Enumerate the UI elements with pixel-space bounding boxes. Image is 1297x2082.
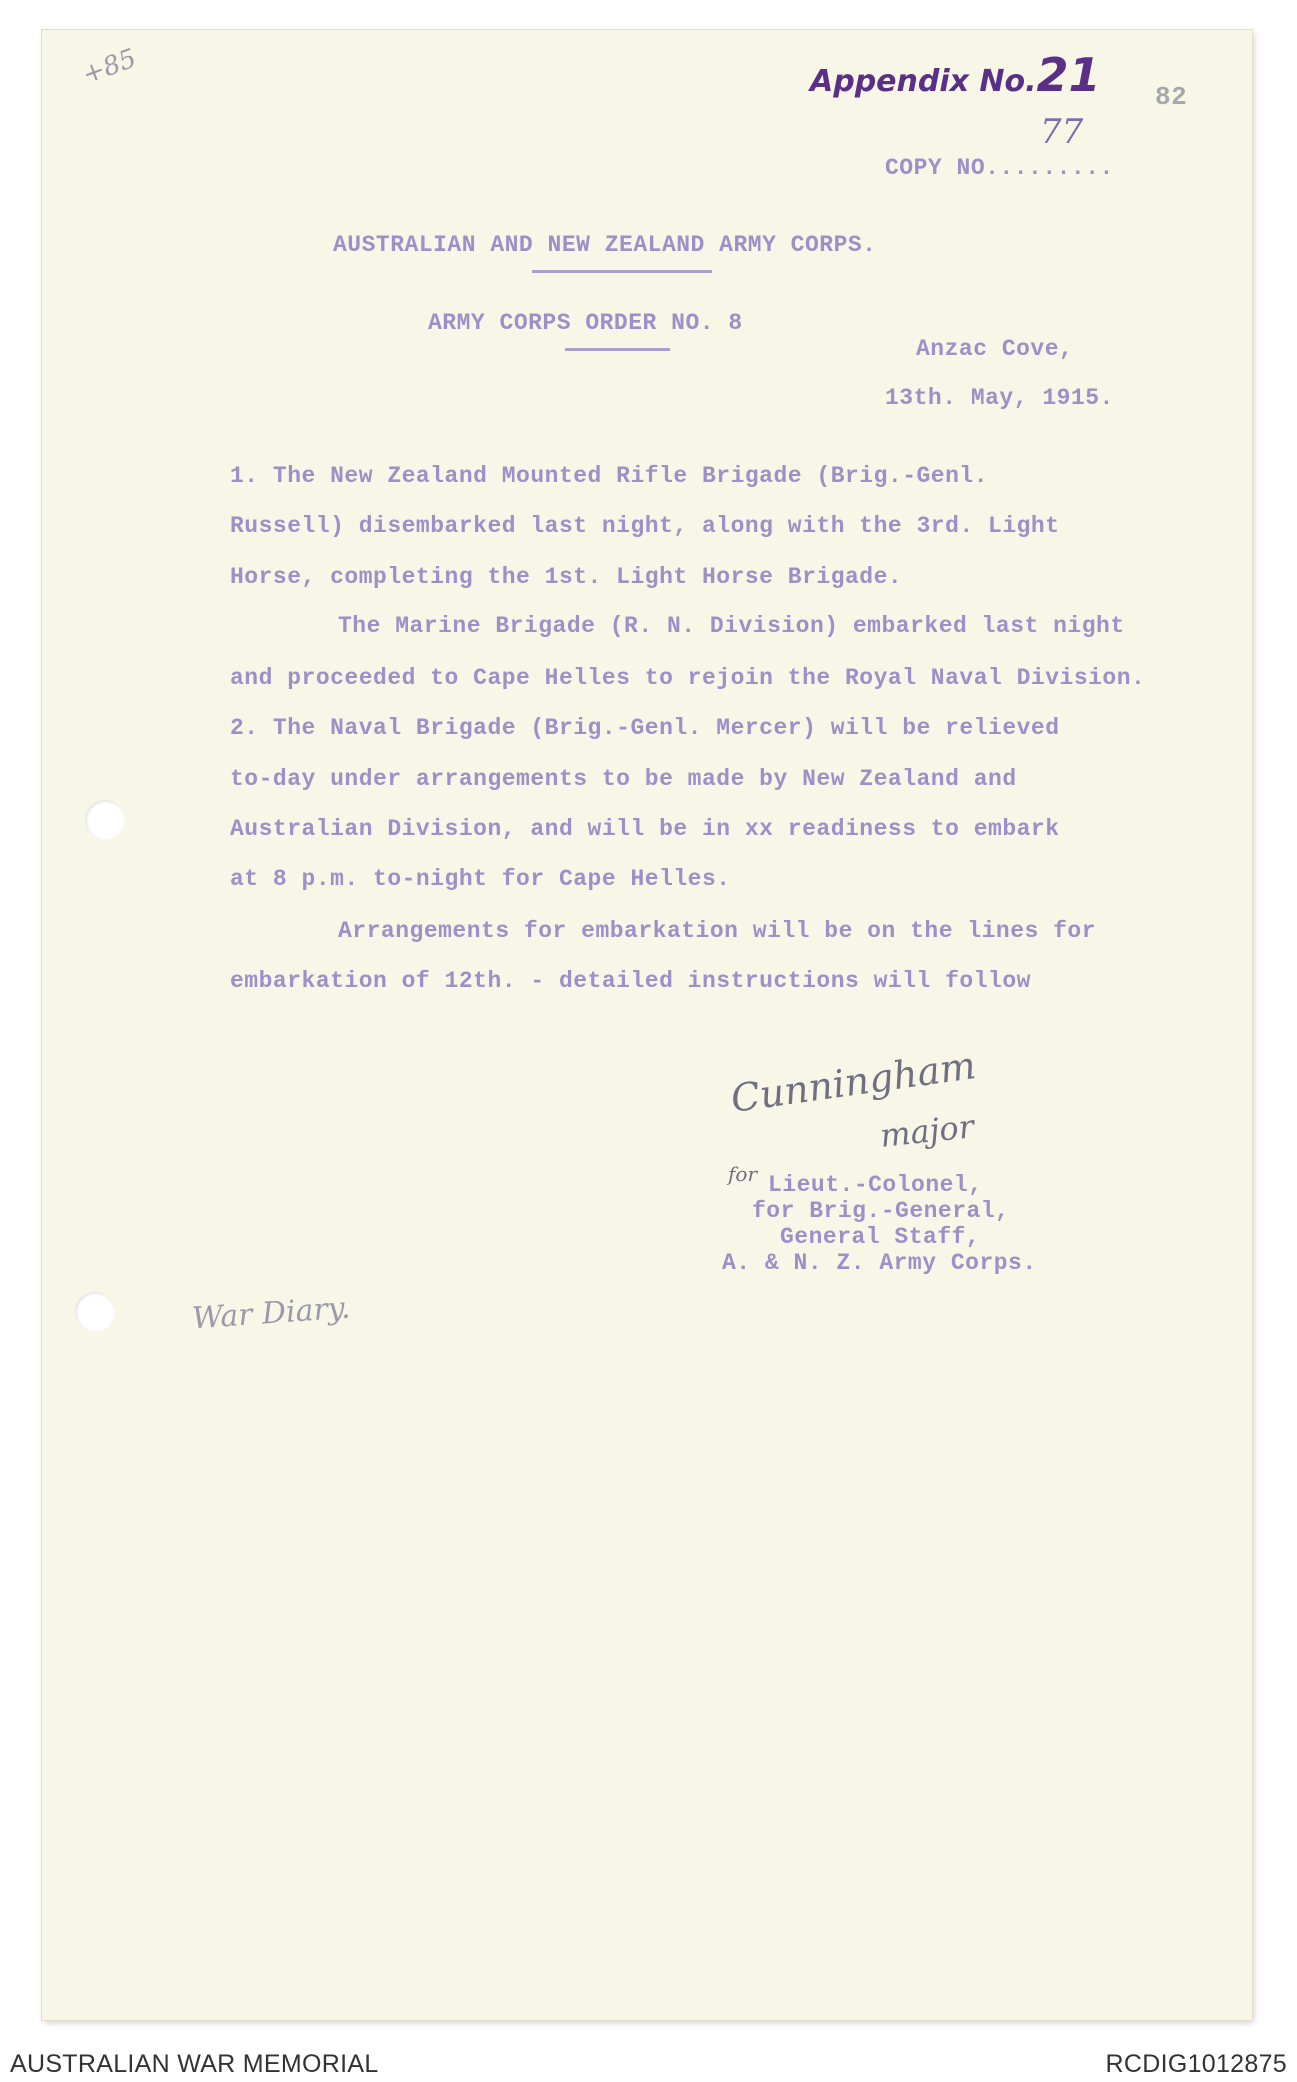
body-line: 2. The Naval Brigade (Brig.-Genl. Mercer) will be relieved [230,715,1060,741]
handwritten-signature: Cunningham [728,1043,979,1121]
body-line: Russell) disembarked last night, along with the 3rd. Light [230,513,1060,539]
signature-line: A. & N. Z. Army Corps. [722,1250,1037,1276]
body-line: at 8 p.m. to-night for Cape Helles. [230,866,731,892]
appendix-label: Appendix No. [810,64,1037,99]
appendix-stamp [810,48,1101,102]
body-line: The Marine Brigade (R. N. Division) embarked last night [338,613,1125,639]
heading-underline [532,270,712,273]
body-line: Arrangements for embarkation will be on the lines for [338,918,1097,944]
appendix-number: 21 [1036,48,1101,102]
signature-line: General Staff, [780,1224,981,1250]
punch-hole-lower [75,1292,115,1332]
war-diary-note: War Diary. [190,1290,352,1337]
small-handwritten-number: 77 [1040,112,1084,152]
corner-number: 82 [1155,82,1188,112]
organisation-heading: AUSTRALIAN AND NEW ZEALAND ARMY CORPS. [333,232,877,258]
footer-reference: RCDIG1012875 [1105,2050,1287,2078]
body-line: 1. The New Zealand Mounted Rifle Brigade (Brig.-Genl. [230,463,989,489]
footer-source: AUSTRALIAN WAR MEMORIAL [10,2050,379,2078]
date: 13th. May, 1915. [885,385,1114,411]
copy-number: COPY NO......... [885,155,1114,181]
order-title: ARMY CORPS ORDER NO. 8 [428,310,743,336]
punch-hole-upper [85,800,125,840]
signature-line: for Brig.-General, [752,1198,1010,1224]
body-line: Horse, completing the 1st. Light Horse Brigade. [230,564,903,590]
place: Anzac Cove, [916,336,1074,362]
body-line: Australian Division, and will be in xx readiness to embark [230,816,1060,842]
body-line: and proceeded to Cape Helles to rejoin the Royal Naval Division. [230,665,1146,691]
pencil-annotation: +85 [78,43,141,91]
body-line: embarkation of 12th. - detailed instructions will follow [230,968,1031,994]
signature-line: Lieut.-Colonel, [768,1172,983,1198]
title-underline [565,348,670,351]
body-line: to-day under arrangements to be made by New Zealand and [230,766,1017,792]
handwritten-rank: major [878,1107,976,1155]
signature-prefix: for [728,1162,758,1186]
